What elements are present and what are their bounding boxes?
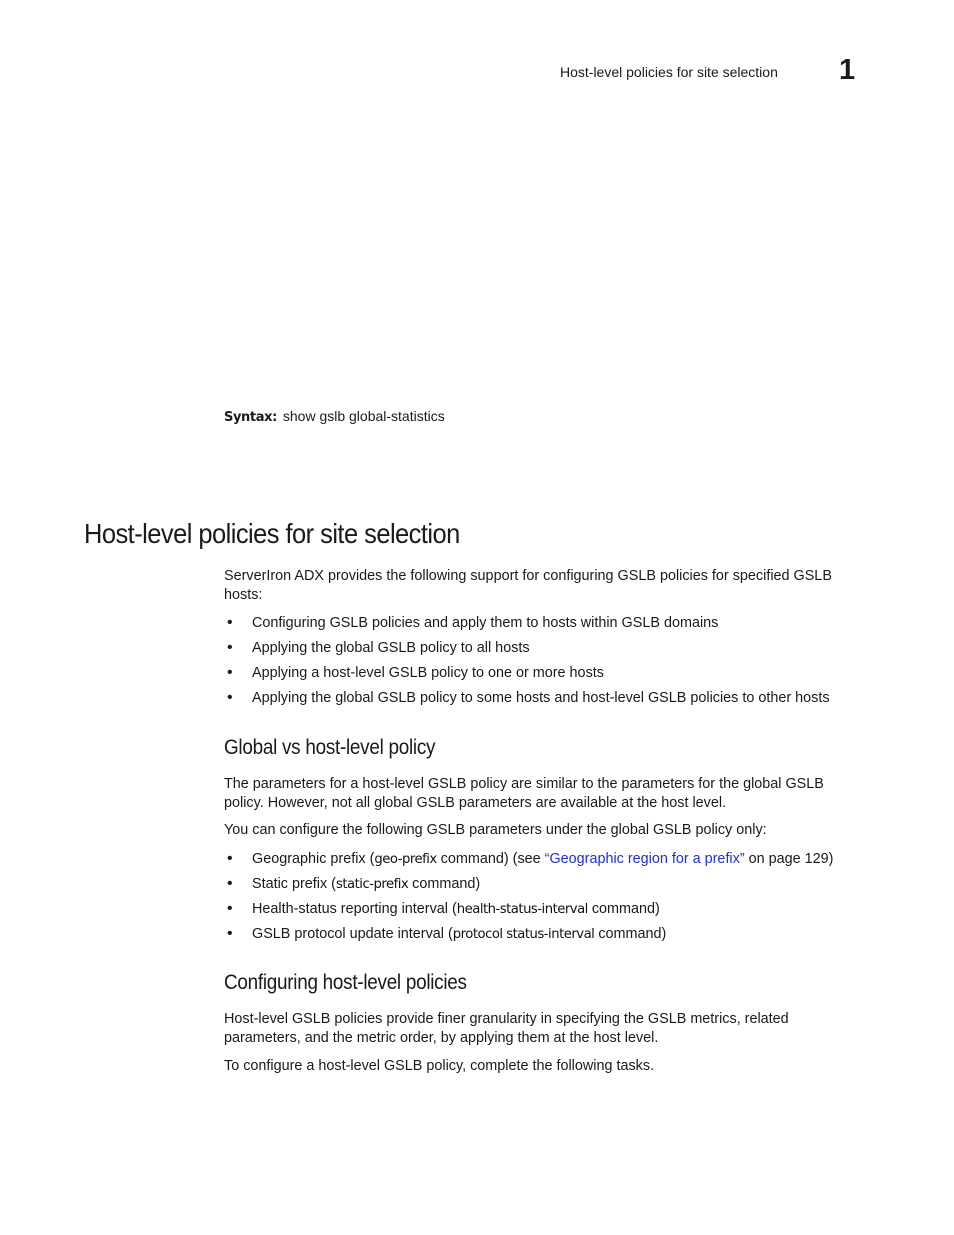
global-paragraph-1: The parameters for a host-level GSLB policy are similar to the parameters for the global GSLB policy. However, not all global GSLB parameters are available at the host level. xyxy=(224,776,824,811)
subsection-heading-configuring: Configuring host-level policies xyxy=(224,971,467,994)
item-text: on page 129) xyxy=(744,851,834,867)
list-item xyxy=(224,875,864,900)
subsection-heading-global: Global vs host-level policy xyxy=(224,736,436,759)
syntax-command: show gslb global-statistics xyxy=(282,408,445,424)
list-item: • Configuring GSLB policies and apply them to hosts within GSLB domains xyxy=(224,614,864,639)
running-header-title: Host-level policies for site selection xyxy=(560,64,778,80)
global-only-parameter-list xyxy=(224,850,864,950)
item-text: command) xyxy=(587,901,660,917)
support-bullet-list xyxy=(224,614,864,714)
section-heading: Host-level policies for site selection xyxy=(84,518,460,549)
configuring-paragraph-1: Host-level GSLB policies provide finer granularity in specifying the GSLB metrics, related parameters, and the metric order, by applying them at the host level. xyxy=(224,1011,789,1046)
command-keyword: health-status-interval xyxy=(456,902,588,917)
syntax-line xyxy=(224,408,445,425)
item-text: Static prefix ( xyxy=(252,876,336,892)
item-text: command) xyxy=(594,926,667,942)
command-keyword: static-prefix xyxy=(335,877,409,892)
item-text: Geographic prefix ( xyxy=(252,851,375,867)
list-item xyxy=(224,900,864,925)
item-text: command) xyxy=(408,876,481,892)
command-keyword: protocol status-interval xyxy=(452,927,595,942)
list-item: • Applying the global GSLB policy to some hosts and host-level GSLB policies to other hosts xyxy=(224,689,864,714)
item-text: GSLB protocol update interval ( xyxy=(252,926,453,942)
list-item xyxy=(224,850,864,875)
chapter-number: 1 xyxy=(839,54,856,86)
item-text: command) (see xyxy=(436,851,545,867)
list-item: • Applying the global GSLB policy to all hosts xyxy=(224,639,864,664)
syntax-label: Syntax: xyxy=(224,410,277,425)
global-paragraph-2: You can configure the following GSLB parameters under the global GSLB policy only: xyxy=(224,822,767,838)
list-item xyxy=(224,925,864,950)
item-text: Health-status reporting interval ( xyxy=(252,901,457,917)
command-keyword: geo-prefix xyxy=(374,852,437,867)
cross-reference-link[interactable]: “Geographic region for a prefix” xyxy=(544,851,745,867)
list-item: • Applying a host-level GSLB policy to one or more hosts xyxy=(224,664,864,689)
configuring-paragraph-2: To configure a host-level GSLB policy, complete the following tasks. xyxy=(224,1058,655,1074)
section-intro-paragraph: ServerIron ADX provides the following support for configuring GSLB policies for specified GSLB hosts: xyxy=(224,568,832,603)
